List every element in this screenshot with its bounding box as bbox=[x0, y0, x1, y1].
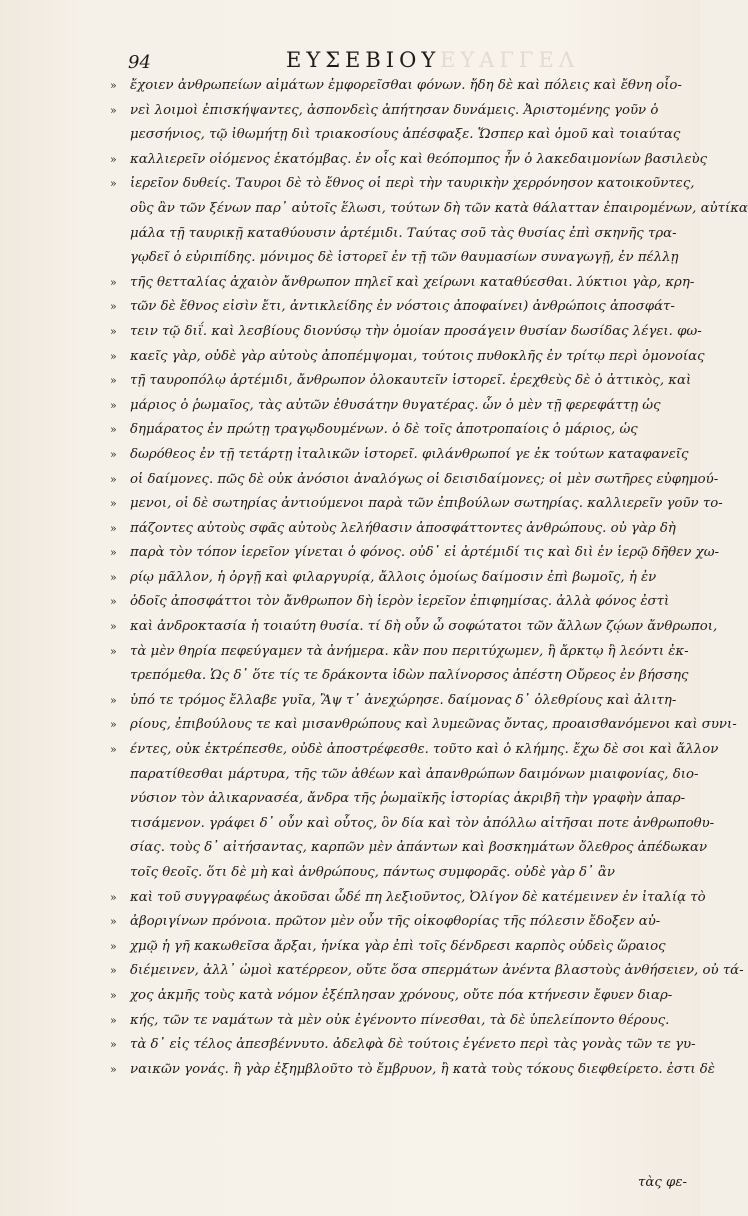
quotation-mark: » bbox=[110, 620, 117, 634]
line-text: ρίους, ἐπιβούλους τε καὶ μισανθρώπους καὶ λυμεῶνας ὄντας, προαισθανόμενοι καὶ συνι- bbox=[130, 717, 737, 733]
text-line bbox=[110, 590, 670, 615]
line-text: μάριος ὁ ῥωμαῖος, τὰς αὐτῶν ἐθυσάτην θυγατέρας. ὧν ὁ μὲν τῇ φερεφάττῃ ὡς bbox=[130, 397, 661, 413]
text-line bbox=[110, 172, 695, 197]
text-line bbox=[110, 541, 720, 566]
quotation-mark: » bbox=[110, 570, 117, 584]
line-text: καεῖς γὰρ, οὐδὲ γὰρ αὐτοὺς ἀποπέμψομαι, τούτοις πυθοκλῆς ἐν τρίτῳ περὶ ὁμονοίας bbox=[130, 348, 705, 364]
quotation-mark: » bbox=[110, 718, 117, 732]
line-text: χος ἀκμῆς τοὺς κατὰ νόμον ἐξέπλησαν χρόνους, οὔτε πόα κτήνεσιν ἔφυεν διαρ- bbox=[130, 987, 673, 1003]
line-text: ναικῶν γονάς. ἢ γὰρ ἐξημβλοῦτο τὸ ἔμβρυον, ἢ κατὰ τοὺς τόκους διεφθείρετο. ἐστι δὲ bbox=[130, 1061, 715, 1077]
line-text: κής, τῶν τε ναμάτων τὰ μὲν οὐκ ἐγένοντο πίνεσθαι, τὰ δὲ ὑπελείποντο θέρους. bbox=[130, 1012, 670, 1028]
text-line bbox=[110, 935, 670, 960]
text-line bbox=[110, 566, 670, 591]
line-text: μενοι, οἱ δὲ σωτηρίας ἀντιούμενοι παρὰ τῶν ἐπιβούλων σωτηρίας. καλλιερεῖν γοῦν το- bbox=[130, 496, 723, 512]
text-line bbox=[110, 959, 744, 984]
text-line bbox=[110, 1058, 715, 1083]
quotation-mark: » bbox=[110, 472, 117, 486]
text-line bbox=[110, 246, 679, 271]
line-text: δημάρατος ἐν πρώτῃ τραγῳδουμένων. ὁ δὲ τοῖς ἀποτροπαίοις ὁ μάριος, ὡς bbox=[130, 422, 638, 438]
text-line bbox=[110, 222, 677, 247]
text-line bbox=[110, 1009, 670, 1034]
text-line bbox=[110, 468, 719, 493]
quotation-mark: » bbox=[110, 743, 117, 757]
text-line bbox=[110, 664, 689, 689]
text-line bbox=[110, 910, 670, 935]
text-line bbox=[110, 99, 670, 124]
line-text: ὑπό τε τρόμος ἔλλαβε γυῖα, Ἂψ τ᾽ ἀνεχώρησε. δαίμονας δ᾽ ὀλεθρίους καὶ ἀλιτη- bbox=[130, 692, 677, 708]
text-line bbox=[110, 295, 675, 320]
quotation-mark: » bbox=[110, 939, 117, 953]
line-text: τῇ ταυροπόλῳ ἀρτέμιδι, ἄνθρωπον ὁλοκαυτεῖν ἱστορεῖ. ἐρεχθεὺς δὲ ὁ ἀττικὸς, καὶ bbox=[130, 373, 692, 389]
line-text: ὁδοῖς ἀποσφάττοι τὸν ἄνθρωπον δὴ ἱερὸν ἱερεῖον ἐπιφημίσας. ἀλλὰ φόνος ἐστὶ bbox=[130, 594, 670, 610]
quotation-mark: » bbox=[110, 447, 117, 461]
quotation-mark: » bbox=[110, 275, 117, 289]
line-text: τῆς θετταλίας ἀχαιὸν ἄνθρωπον πηλεῖ καὶ χείρωνι καταθύεσθαι. λύκτιοι γὰρ, κρη- bbox=[130, 274, 695, 290]
quotation-mark: » bbox=[110, 595, 117, 609]
text-line bbox=[110, 345, 705, 370]
line-text: τὰ δ᾽ εἰς τέλος ἀπεσβέννυτο. ἀδελφὰ δὲ τούτοις ἐγένετο περὶ τὰς γονὰς τῶν τε γυ- bbox=[130, 1037, 696, 1053]
line-text: τρεπόμεθα. Ὡς δ᾽ ὅτε τίς τε δράκοντα ἰδὼν παλίνορσος ἀπέστη Οὔρεος ἐν βήσσης bbox=[130, 668, 689, 684]
line-text: σίας. τοὺς δ᾽ αἰτήσαντας, καρπῶν μὲν ἀπάντων καὶ βοσκημάτων ὄλεθρος ἀπέδωκαν bbox=[130, 840, 708, 856]
text-line bbox=[110, 394, 670, 419]
quotation-mark: » bbox=[110, 497, 117, 511]
quotation-mark: » bbox=[110, 644, 117, 658]
line-text: διέμεινεν, ἀλλ᾽ ὠμοὶ κατέρρεον, οὔτε ὅσα σπερμάτων ἀνέντα βλαστοὺς ἀνθήσειεν, οὐ τά- bbox=[130, 963, 744, 979]
page-number: 94 bbox=[128, 52, 151, 73]
quotation-mark: » bbox=[110, 398, 117, 412]
text-line bbox=[110, 197, 748, 222]
quotation-mark: » bbox=[110, 1013, 117, 1027]
quotation-mark: » bbox=[110, 693, 117, 707]
quotation-mark: » bbox=[110, 964, 117, 978]
quotation-mark: » bbox=[110, 79, 117, 92]
quotation-mark: » bbox=[110, 1038, 117, 1052]
quotation-mark: » bbox=[110, 374, 117, 388]
text-line bbox=[110, 689, 677, 714]
catchword: τὰς φε- bbox=[638, 1175, 687, 1190]
quotation-mark: » bbox=[110, 890, 117, 904]
line-text: νεὶ λοιμοὶ ἐπισκήψαντες, ἀσπονδεὶς ἀπήτησαν δυνάμεις. Ἀριστομένης γοῦν ὁ bbox=[130, 102, 659, 118]
quotation-mark: » bbox=[110, 177, 117, 191]
text-line bbox=[110, 443, 689, 468]
text-line bbox=[110, 984, 673, 1009]
quotation-mark: » bbox=[110, 423, 117, 437]
line-text: παρὰ τὸν τόπον ἱερεῖον γίνεται ὁ φόνος. οὐδ᾽ εἰ ἀρτέμιδί τις καὶ διὶ ἐν ἱερῷ δῆθεν χω- bbox=[130, 545, 720, 561]
text-line bbox=[110, 123, 681, 148]
line-text: μάλα τῇ ταυρικῇ καταθύουσιν ἀρτέμιδι. Ταύτας σοῦ τὰς θυσίας ἐπὶ σκηνῆς τρα- bbox=[130, 225, 677, 241]
text-line bbox=[110, 74, 682, 99]
line-text: ἔχοιεν ἀνθρωπείων αἱμάτων ἐμφορεῖσθαι φόνων. ἤδη δὲ καὶ πόλεις καὶ ἔθνη οἷο- bbox=[130, 78, 682, 93]
line-text: τοῖς θεοῖς. ὅτι δὲ μὴ καὶ ἀνθρώπους, πάντως συμφορᾶς. οὐδὲ γὰρ δ᾽ ἂν bbox=[130, 865, 615, 880]
line-text: χμῷ ἡ γῆ κακωθεῖσα ἄρξαι, ἡνίκα γὰρ ἐπὶ τοῖς δένδρεσι καρπὸς οὐδεὶς ὥραιος bbox=[130, 938, 666, 954]
line-text: μεσσήνιος, τῷ ἰθωμήτῃ διὶ τριακοσίους ἀπέσφαξε. Ὥσπερ καὶ ὁμοῦ καὶ τοιαύτας bbox=[130, 127, 681, 143]
text-line bbox=[110, 148, 708, 173]
running-head: ΕΥΣΕΒΙΟΥ bbox=[286, 48, 441, 72]
text-line bbox=[110, 886, 706, 911]
text-line bbox=[110, 812, 715, 837]
line-text: γῳδεῖ ὁ εὐριπίδης. μόνιμος δὲ ἱστορεῖ ἐν τῇ τῶν θαυμασίων συναγωγῇ, ἐν πέλλῃ bbox=[130, 250, 679, 266]
line-text: πάζοντες αὐτοὺς σφᾶς αὐτοὺς λελήθασιν ἀποσφάττοντες ἀνθρώπους. οὐ γὰρ δὴ bbox=[130, 520, 676, 536]
line-text: τειν τῷ διΐ. καὶ λεσβίους διονύσῳ τὴν ὁμοίαν προσάγειν θυσίαν δωσίδας λέγει. φω- bbox=[130, 323, 702, 339]
quotation-mark: » bbox=[110, 1062, 117, 1076]
line-text: οἱ δαίμονες. πῶς δὲ οὐκ ἀνόσιοι ἀναλόγως οἱ δεισιδαίμονες; οἱ μὲν σωτῆρες εὐφημού- bbox=[130, 471, 719, 487]
quotation-mark: » bbox=[110, 521, 117, 535]
quotation-mark: » bbox=[110, 915, 117, 929]
text-line bbox=[110, 787, 686, 812]
line-text: δωρόθεος ἐν τῇ τετάρτῃ ἰταλικῶν ἱστορεῖ. φιλάνθρωποί γε ἐκ τούτων καταφανεῖς bbox=[130, 446, 689, 462]
line-text: ἀβοριγίνων πρόνοια. πρῶτον μὲν οὖν τῆς οἰκοφθορίας τῆς πόλεσιν ἔδοξεν αὐ- bbox=[130, 914, 661, 930]
text-line bbox=[110, 738, 719, 763]
text-line bbox=[110, 713, 737, 738]
line-text: οὓς ἂν τῶν ξένων παρ᾽ αὐτοῖς ἕλωσι, τούτων δὴ τῶν κατὰ θάλατταν ἐπαιρομένων, αὐτίκα bbox=[130, 200, 748, 216]
quotation-mark: » bbox=[110, 324, 117, 338]
text-line bbox=[110, 492, 723, 517]
line-text: τῶν δὲ ἔθνος εἰσὶν ἔτι, ἀντικλείδης ἐν νόστοις ἀποφαίνει) ἀνθρώποις ἀποσφάτ- bbox=[130, 299, 675, 315]
line-text: τὰ μὲν θηρία πεφεύγαμεν τὰ ἀνήμερα. κἂν που περιτύχωμεν, ἢ ἄρκτῳ ἢ λεόντι ἐκ- bbox=[130, 643, 689, 659]
text-line bbox=[110, 320, 702, 345]
text-line bbox=[110, 861, 670, 886]
line-text: καὶ τοῦ συγγραφέως ἀκοῦσαι ὧδέ πη λεξιοῦντος, Ὀλίγον δὲ κατέμεινεν ἐν ἰταλίᾳ τὸ bbox=[130, 889, 706, 905]
line-text: καλλιερεῖν οἰόμενος ἑκατόμβας. ἐν οἷς καὶ θεόπομπος ἦν ὁ λακεδαιμονίων βασιλεὺς bbox=[130, 151, 708, 167]
bleed-through-text: ΕΥΑΓΓΕΛ bbox=[440, 48, 579, 72]
line-text: ἱερεῖον δυθείς. Ταυροι δὲ τὸ ἔθνος οἱ περὶ τὴν ταυρικὴν χερρόνησον κατοικοῦντες, bbox=[130, 176, 695, 192]
text-line bbox=[110, 418, 670, 443]
body-text bbox=[110, 74, 748, 1082]
quotation-mark: » bbox=[110, 349, 117, 363]
text-line bbox=[110, 763, 699, 788]
line-text: καὶ ἀνδροκτασία ἡ τοιαύτη θυσία. τί δὴ οὖν ὦ σοφώτατοι τῶν ἄλλων ζῴων ἄνθρωποι, bbox=[130, 619, 718, 635]
text-line bbox=[110, 517, 676, 542]
quotation-mark: » bbox=[110, 103, 117, 117]
text-line bbox=[110, 836, 708, 861]
text-line bbox=[110, 640, 689, 665]
line-text: τισάμενον. γράφει δ᾽ οὖν καὶ οὗτος, ὃν δία καὶ τὸν ἀπόλλω αἰτῆσαι ποτε ἀνθρωποθυ- bbox=[130, 815, 715, 831]
text-line bbox=[110, 615, 718, 640]
line-text: νύσιον τὸν ἁλικαρνασέα, ἄνδρα τῆς ῥωμαϊκῆς ἱστορίας ἀκριβῆ τὴν γραφὴν ἀπαρ- bbox=[130, 791, 686, 807]
quotation-mark: » bbox=[110, 546, 117, 560]
quotation-mark: » bbox=[110, 300, 117, 314]
quotation-mark: » bbox=[110, 152, 117, 166]
quotation-mark: » bbox=[110, 988, 117, 1002]
line-text: έντες, οὐκ ἐκτρέπεσθε, οὐδὲ ἀποστρέφεσθε. τοῦτο καὶ ὁ κλήμης. ἔχω δὲ σοι καὶ ἄλλον bbox=[130, 742, 719, 758]
text-line bbox=[110, 1033, 696, 1058]
line-text: παρατίθεσθαι μάρτυρα, τῆς τῶν ἀθέων καὶ ἀπανθρώπων δαιμόνων μιαιφονίας, διο- bbox=[130, 766, 699, 782]
text-line bbox=[110, 369, 692, 394]
text-line bbox=[110, 271, 695, 296]
line-text: ρίῳ μᾶλλον, ἡ ὀργῇ καὶ φιλαργυρίᾳ, ἄλλοις ὁμοίως δαίμοσιν ἐπὶ βωμοῖς, ἡ ἐν bbox=[130, 569, 657, 585]
